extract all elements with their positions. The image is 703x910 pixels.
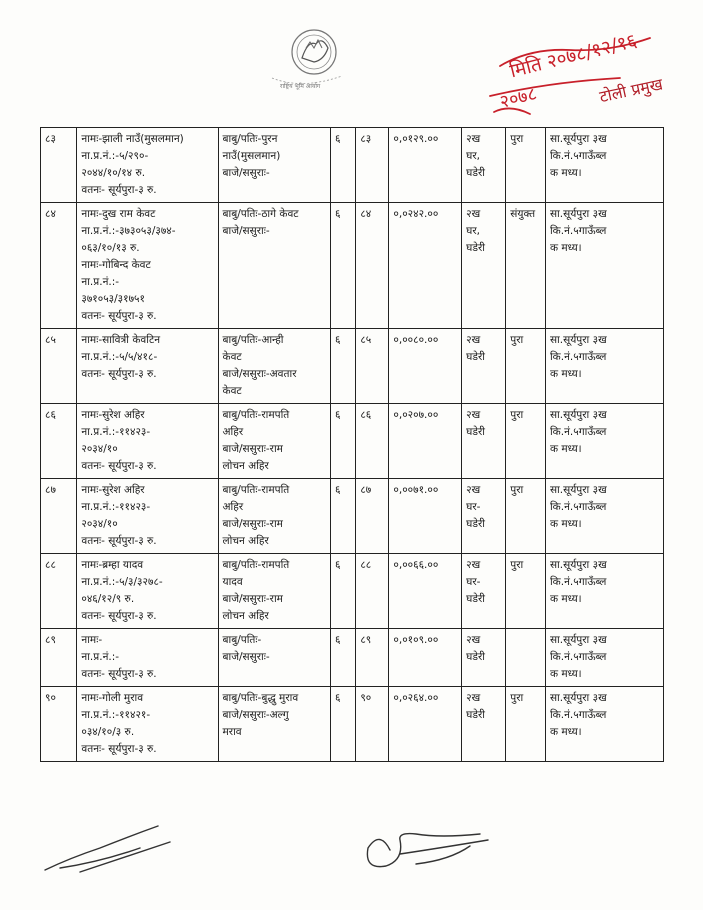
- guardian-line: बाबु/पतिः-पुरन: [222, 133, 278, 145]
- owner-line: ना.प्र.नं.:-: [81, 651, 120, 663]
- guardian-line: मराव: [222, 726, 242, 738]
- land-type-line: २ख: [466, 409, 481, 421]
- guardian-line: लोचन अहिर: [222, 610, 269, 622]
- owner-line: ना.प्र.नं.:-५/५/४१८-: [81, 351, 158, 363]
- owner-name-cell: [77, 203, 218, 329]
- kitta-number: ८४: [356, 203, 389, 329]
- ward-number: ६: [330, 329, 355, 404]
- table-body: [41, 128, 664, 762]
- land-type-line: घर,: [466, 150, 481, 162]
- location-line: क मध्य।: [549, 668, 582, 680]
- land-type-line: घर-: [466, 576, 481, 588]
- owner-line: ना.प्र.नं.:-३७३०५३/३७४-: [81, 225, 176, 237]
- location-line: सा.सूर्यपुरा ३ख: [549, 559, 607, 571]
- location-line: क मध्य।: [549, 443, 582, 455]
- serial-number: ८३: [41, 128, 77, 203]
- ownership-type: पुरा: [506, 404, 546, 479]
- land-area: ०,०१२९.००: [389, 128, 462, 203]
- land-type-line: घडेरी: [466, 593, 486, 605]
- table-row: [41, 329, 664, 404]
- location-line: सा.सूर्यपुरा ३ख: [549, 634, 607, 646]
- ownership-type: पुरा: [506, 554, 546, 629]
- owner-line: वतनः- सूर्यपुरा-३ रु.: [81, 610, 157, 622]
- location-line: क मध्य।: [549, 368, 582, 380]
- land-type-cell: [462, 554, 506, 629]
- guardian-line: बाजे/ससुराः-अल्गु: [222, 709, 289, 721]
- serial-number: ८५: [41, 329, 77, 404]
- location-cell: [545, 203, 663, 329]
- owner-line: नामः-सावित्री केवटिन: [81, 334, 161, 346]
- owner-line: नामः-दुख राम केवट: [81, 208, 156, 220]
- kitta-number: ८३: [356, 128, 389, 203]
- owner-name-cell: [77, 404, 218, 479]
- land-type-line: २ख: [466, 484, 481, 496]
- owner-line: २०३४/१०: [81, 443, 118, 455]
- owner-name-cell: [77, 329, 218, 404]
- owner-line: नामः-: [81, 634, 103, 646]
- ownership-type: पुरा: [506, 687, 546, 762]
- land-type-line: घडेरी: [466, 518, 486, 530]
- guardian-line: बाजे/ससुराः-: [222, 651, 270, 663]
- kitta-number: ८५: [356, 329, 389, 404]
- ownership-type: संयुक्त: [506, 203, 546, 329]
- land-area: ०,०२६४.००: [389, 687, 462, 762]
- guardian-line: केवट: [222, 385, 242, 397]
- ward-number: ६: [330, 203, 355, 329]
- serial-number: ८६: [41, 404, 77, 479]
- owner-line: २०३४/१०: [81, 518, 118, 530]
- guardian-cell: [218, 687, 330, 762]
- owner-name-cell: [77, 128, 218, 203]
- location-line: क मध्य।: [549, 242, 582, 254]
- location-line: सा.सूर्यपुरा ३ख: [549, 692, 607, 704]
- government-seal-icon: [262, 18, 362, 98]
- guardian-line: बाबु/पतिः-रामपति: [222, 409, 290, 421]
- serial-number: ८७: [41, 479, 77, 554]
- ward-number: ६: [330, 687, 355, 762]
- land-type-cell: [462, 203, 506, 329]
- land-type-line: घडेरी: [466, 426, 486, 438]
- land-type-cell: [462, 629, 506, 687]
- owner-line: नामः-गोबिन्द केवट: [81, 259, 151, 271]
- serial-number: ८९: [41, 629, 77, 687]
- land-type-line: २ख: [466, 634, 481, 646]
- table-row: [41, 128, 664, 203]
- owner-line: नामः-झाली नाउँ(मुसलमान): [81, 133, 184, 145]
- location-cell: [545, 629, 663, 687]
- owner-line: ना.प्र.नं.:-११४२३-: [81, 426, 151, 438]
- table-row: [41, 554, 664, 629]
- handwritten-date-note: [470, 8, 700, 123]
- guardian-line: बाबु/पतिः-ठागे केवट: [222, 208, 299, 220]
- guardian-cell: [218, 404, 330, 479]
- guardian-line: बाजे/ससुराः-राम: [222, 593, 283, 605]
- land-area: ०,०२०७.००: [389, 404, 462, 479]
- kitta-number: ८९: [356, 629, 389, 687]
- handwritten-note-line2: २०७८: [497, 83, 540, 113]
- owner-line: वतनः- सूर्यपुरा-३ रु.: [81, 368, 157, 380]
- land-type-line: घडेरी: [466, 242, 486, 254]
- location-line: कि.नं.५गाऊँब्ल: [549, 351, 607, 363]
- location-line: कि.नं.५गाऊँब्ल: [549, 150, 607, 162]
- guardian-line: बाजे/ससुराः-राम: [222, 518, 283, 530]
- guardian-line: बाबु/पतिः-बुद्धु मुराव: [222, 692, 299, 704]
- owner-name-cell: [77, 687, 218, 762]
- owner-line: २०४४/१०/१४ रु.: [81, 167, 146, 179]
- location-cell: [545, 128, 663, 203]
- location-line: क मध्य।: [549, 593, 582, 605]
- location-line: सा.सूर्यपुरा ३ख: [549, 484, 607, 496]
- owner-line: ना.प्र.नं.:-११४२१-: [81, 709, 151, 721]
- ownership-type: पुरा: [506, 479, 546, 554]
- location-line: सा.सूर्यपुरा ३ख: [549, 334, 607, 346]
- serial-number: ९०: [41, 687, 77, 762]
- guardian-line: यादव: [222, 576, 243, 588]
- kitta-number: ९०: [356, 687, 389, 762]
- owner-line: वतनः- सूर्यपुरा-३ रु.: [81, 535, 157, 547]
- location-cell: [545, 479, 663, 554]
- land-area: ०,०१०९.००: [389, 629, 462, 687]
- owner-line: वतनः- सूर्यपुरा-३ रु.: [81, 184, 157, 196]
- guardian-cell: [218, 329, 330, 404]
- ownership-type: पुरा: [506, 329, 546, 404]
- guardian-line: लोचन अहिर: [222, 535, 269, 547]
- location-line: कि.नं.५गाऊँब्ल: [549, 709, 607, 721]
- guardian-line: बाजे/ससुराः-: [222, 225, 270, 237]
- ownership-type: पुरा: [506, 128, 546, 203]
- land-area: ०,००८०.००: [389, 329, 462, 404]
- table-row: [41, 203, 664, 329]
- land-type-line: २ख: [466, 692, 481, 704]
- land-type-line: २ख: [466, 208, 481, 220]
- land-type-line: २ख: [466, 334, 481, 346]
- land-area: ०,००६६.००: [389, 554, 462, 629]
- owner-line: ३७१०५३/३१७५१: [81, 293, 145, 305]
- table-row: [41, 687, 664, 762]
- guardian-cell: [218, 554, 330, 629]
- serial-number: ८८: [41, 554, 77, 629]
- ward-number: ६: [330, 404, 355, 479]
- land-type-line: घडेरी: [466, 167, 486, 179]
- location-line: कि.नं.५गाऊँब्ल: [549, 426, 607, 438]
- owner-line: वतनः- सूर्यपुरा-३ रु.: [81, 743, 157, 755]
- ward-number: ६: [330, 629, 355, 687]
- land-type-cell: [462, 329, 506, 404]
- land-type-line: घडेरी: [466, 651, 486, 663]
- location-line: सा.सूर्यपुरा ३ख: [549, 133, 607, 145]
- owner-name-cell: [77, 479, 218, 554]
- location-cell: [545, 329, 663, 404]
- guardian-line: अहिर: [222, 426, 244, 438]
- ward-number: ६: [330, 128, 355, 203]
- table-row: [41, 629, 664, 687]
- land-type-cell: [462, 687, 506, 762]
- land-type-cell: [462, 128, 506, 203]
- guardian-line: लोचन अहिर: [222, 460, 269, 472]
- svg-text:राष्ट्रिय भूमि आयोग: राष्ट्रिय भूमि आयोग: [280, 83, 321, 90]
- guardian-line: केवट: [222, 351, 242, 363]
- owner-line: वतनः- सूर्यपुरा-३ रु.: [81, 668, 157, 680]
- location-cell: [545, 404, 663, 479]
- guardian-line: बाजे/ससुराः-अवतार: [222, 368, 297, 380]
- location-cell: [545, 554, 663, 629]
- location-line: सा.सूर्यपुरा ३ख: [549, 208, 607, 220]
- table-row: [41, 479, 664, 554]
- land-area: ०,०२४२.००: [389, 203, 462, 329]
- owner-line: ०३४/१०/३ रु.: [81, 726, 135, 738]
- owner-line: वतनः- सूर्यपुरा-३ रु.: [81, 460, 157, 472]
- owner-line: ना.प्र.नं.:-५/२९०-: [81, 150, 149, 162]
- kitta-number: ८८: [356, 554, 389, 629]
- location-line: कि.नं.५गाऊँब्ल: [549, 651, 607, 663]
- owner-line: ना.प्र.नं.:-११४२३-: [81, 501, 151, 513]
- owner-line: ना.प्र.नं.:-५/३/३२७८-: [81, 576, 163, 588]
- kitta-number: ८७: [356, 479, 389, 554]
- land-type-line: २ख: [466, 133, 481, 145]
- land-type-line: घर,: [466, 225, 481, 237]
- location-line: क मध्य।: [549, 726, 582, 738]
- owner-line: वतनः- सूर्यपुरा-३ रु.: [81, 310, 157, 322]
- owner-line: नामः-गोली मुराव: [81, 692, 144, 704]
- ownership-type: [506, 629, 546, 687]
- guardian-cell: [218, 203, 330, 329]
- owner-name-cell: [77, 554, 218, 629]
- location-line: कि.नं.५गाऊँब्ल: [549, 501, 607, 513]
- guardian-line: बाबु/पतिः-रामपति: [222, 484, 290, 496]
- guardian-line: बाबु/पतिः-रामपति: [222, 559, 290, 571]
- guardian-line: अहिर: [222, 501, 244, 513]
- guardian-line: नाउँ(मुसलमान): [222, 150, 281, 162]
- table-row: [41, 404, 664, 479]
- location-line: क मध्य।: [549, 167, 582, 179]
- owner-line: ०४६/१२/९ रु.: [81, 593, 135, 605]
- location-line: क मध्य।: [549, 518, 582, 530]
- guardian-line: बाजे/ससुराः-राम: [222, 443, 283, 455]
- land-area: ०,००७१.००: [389, 479, 462, 554]
- location-line: कि.नं.५गाऊँब्ल: [549, 225, 607, 237]
- land-type-cell: [462, 479, 506, 554]
- owner-line: नामः-ब्रम्हा यादव: [81, 559, 144, 571]
- guardian-cell: [218, 479, 330, 554]
- guardian-cell: [218, 128, 330, 203]
- signature-center: [360, 820, 500, 880]
- owner-line: नामः-सुरेश अहिर: [81, 484, 145, 496]
- owner-line: ना.प्र.नं.:-: [81, 276, 120, 288]
- guardian-cell: [218, 629, 330, 687]
- serial-number: ८४: [41, 203, 77, 329]
- location-line: कि.नं.५गाऊँब्ल: [549, 576, 607, 588]
- land-type-line: घडेरी: [466, 709, 486, 721]
- ward-number: ६: [330, 554, 355, 629]
- land-type-line: घडेरी: [466, 351, 486, 363]
- guardian-line: बाबु/पतिः-आन्ही: [222, 334, 284, 346]
- land-type-line: २ख: [466, 559, 481, 571]
- land-type-line: घर-: [466, 501, 481, 513]
- guardian-line: बाबु/पतिः-: [222, 634, 262, 646]
- owner-name-cell: [77, 629, 218, 687]
- handwritten-note-line3: टोली प्रमुख: [597, 74, 665, 107]
- owner-line: ०६३/१०/१३ रु.: [81, 242, 140, 254]
- location-line: सा.सूर्यपुरा ३ख: [549, 409, 607, 421]
- signature-left: [40, 818, 180, 878]
- guardian-line: बाजे/ससुराः-: [222, 167, 270, 179]
- kitta-number: ८६: [356, 404, 389, 479]
- land-type-cell: [462, 404, 506, 479]
- location-cell: [545, 687, 663, 762]
- owner-line: नामः-सुरेश अहिर: [81, 409, 145, 421]
- handwritten-note-line1: मिति २०७८/१२/१६: [507, 29, 640, 83]
- land-records-table: [40, 127, 664, 762]
- ward-number: ६: [330, 479, 355, 554]
